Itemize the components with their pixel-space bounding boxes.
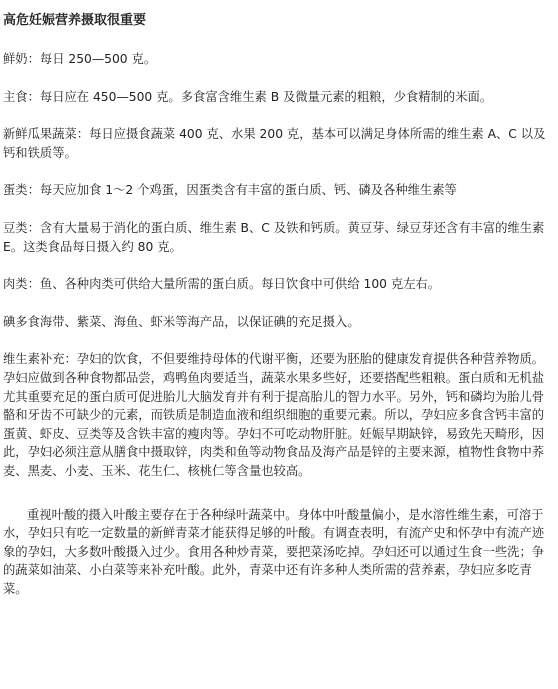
paragraph-eggs: 蛋类：每天应加食 1～2 个鸡蛋，因蛋类含有丰富的蛋白质、钙、磷及各种维生素等 <box>3 183 457 198</box>
paragraph-milk: 鲜奶：每日 250—500 克。 <box>3 52 157 66</box>
paragraph-folic-acid: 重视叶酸的摄入叶酸主要存在于各种绿叶蔬菜中。身体中叶酸量偏小，是水溶性维生素，可溶于水，孕妇只有吃一定数量的新鲜青菜才能获得足够的叶酸。有调查表明，有流产史和怀孕中有流产迹象的孕妇，大多数叶酸摄入过少。食用各种炒青菜，要把菜汤吃掉。孕妇还可以通过生食一些洗；争的蔬菜如油菜、小白菜等来补充叶酸。此外，青菜中还有许多种人类所需的营养素，孕妇应多吃青菜。 <box>3 507 545 596</box>
paragraph-fruits-vegetables: 新鲜瓜果蔬菜：每日应摄食蔬菜 400 克、水果 200 克，基本可以满足身体所需的维生素 A、C 以及钙和铁质等。 <box>3 127 546 160</box>
paragraph-meat: 肉类：鱼、各种肉类可供给大量所需的蛋白质。每日饮食中可供给 100 克左右。 <box>3 277 441 292</box>
article-title: 高危妊娠营养摄取很重要 <box>3 13 147 28</box>
paragraph-beans: 豆类：含有大量易于消化的蛋白质、维生素 B、C 及铁和钙质。黄豆芽、绿豆芽还含有丰富的维生素 E。这类食品每日摄入约 80 克。 <box>3 220 545 254</box>
paragraph-iodine: 碘多食海带、紫菜、海鱼、虾米等海产品，以保证碘的充足摄入。 <box>3 314 360 329</box>
paragraph-vitamin-supplement: 维生素补充：孕妇的饮食，不但要维持母体的代谢平衡，还要为胚胎的健康发育提供各种营养物质。孕妇应做到各种食物都品尝，鸡鸭鱼肉要适当，蔬菜水果多些好，还要搭配些粗粮。蛋白质和无机盐尤其重要充足的蛋白质可促进胎儿大脑发育并有利于提高胎儿的智力水平。另外，钙和磷均为胎儿骨骼和牙齿不可缺少的元素，而铁质是制造血液和组织细胞的重要元素。所以，孕妇应多食含钙丰富的蛋黄、虾皮、豆类等及含铁丰富的瘦肉等。孕妇不可吃动物肝脏。妊娠早期缺锌，易致先天畸形，因此，孕妇必须注意从膳食中摄取锌，肉类和鱼等动物食品及海产品是锌的主要来源，植物性食物中荞麦、黑麦、小麦、玉米、花生仁、核桃仁等含量也较高。 <box>3 352 545 478</box>
paragraph-staple-food: 主食：每日应在 450—500 克。多食富含维生素 B 及微量元素的粗粮，少食精制的米面。 <box>3 89 493 104</box>
